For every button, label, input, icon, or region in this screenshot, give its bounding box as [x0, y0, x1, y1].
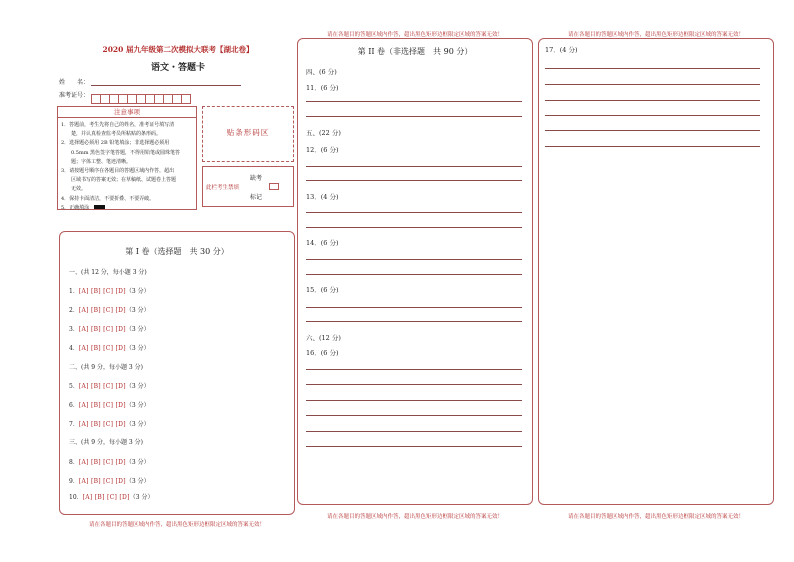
q-number: 1． [69, 288, 79, 295]
name-line[interactable] [91, 85, 241, 86]
notice-item: 无效。 [61, 186, 87, 193]
notice-item: 题；字体工整、笔迹清晰。 [61, 158, 132, 165]
answer-line[interactable] [306, 431, 522, 432]
mc-question-5[interactable] [69, 381, 150, 390]
warning-text: 请在各题目的答题区域内作答，超出黑色矩形边框限定区域的答案无效！ [88, 522, 265, 528]
subject-title: 语文・答题卡 [150, 63, 205, 73]
notice-title: 注意事项 [58, 107, 196, 118]
q-points: （3 分） [125, 459, 150, 466]
answer-line[interactable] [306, 307, 522, 308]
notice-list [58, 118, 196, 216]
q-points: （3 分） [125, 345, 150, 352]
answer-options[interactable]: [A] [B] [C] [D] [78, 478, 126, 485]
q-number: 8． [69, 459, 79, 466]
q-number: 6． [69, 402, 79, 409]
answer-line[interactable] [545, 115, 760, 116]
answer-options[interactable]: [A] [B] [C] [D] [78, 345, 126, 352]
absent-box [202, 166, 294, 207]
q-number: 2． [69, 307, 79, 314]
answer-options[interactable]: [A] [B] [C] [D] [78, 307, 126, 314]
answer-line[interactable] [306, 274, 522, 275]
answer-line[interactable] [306, 101, 522, 102]
absent-instruction: 此栏考生禁填 [206, 185, 240, 191]
question-17-label: 17．(4 分) [545, 46, 578, 54]
answer-line[interactable] [306, 400, 522, 401]
mc-question-6[interactable] [69, 400, 150, 409]
answer-line[interactable] [306, 166, 522, 167]
q-points: （3 分） [125, 307, 150, 314]
q-points: （3 分） [125, 402, 150, 409]
notice-item: 4．保持卡面清洁，不要折叠、不要弄破。 [61, 195, 155, 202]
answer-options[interactable]: [A] [B] [C] [D] [78, 383, 126, 390]
answer-line[interactable] [306, 259, 522, 260]
notice-box [57, 106, 197, 210]
answer-line[interactable] [306, 212, 522, 213]
q-number: 3． [69, 326, 79, 333]
part2-box [297, 38, 533, 505]
question-12-label: 12．(6 分) [306, 146, 339, 154]
part3-box [538, 38, 774, 505]
q-points: （3 分） [125, 383, 150, 390]
mc-question-10[interactable] [69, 492, 153, 501]
notice-item: 0.5mm 黑色签字笔答题，不得用铅笔或圆珠笔答 [61, 149, 181, 156]
q-points: （3 分） [129, 494, 154, 501]
part1-title: 第 I 卷（选择题 共 30 分） [125, 247, 229, 256]
q-number: 4． [69, 345, 79, 352]
mc-question-3[interactable] [69, 324, 150, 333]
barcode-label: 贴条形码区 [226, 128, 270, 137]
id-label: 准考证号： [59, 92, 90, 99]
section-6-header: 六、(12 分) [306, 334, 341, 342]
mc-question-8[interactable] [69, 457, 150, 466]
absent-checkbox[interactable] [269, 183, 279, 190]
mc-question-2[interactable] [69, 305, 150, 314]
q-points: （3 分） [125, 421, 150, 428]
answer-line[interactable] [545, 100, 760, 101]
question-14-label: 14．(6 分) [306, 239, 339, 247]
answer-options[interactable]: [A] [B] [C] [D] [78, 326, 126, 333]
exam-title: 2020 届九年级第二次模拟大联考【湖北卷】 [102, 45, 254, 54]
answer-line[interactable] [545, 68, 760, 69]
id-cells[interactable] [91, 88, 190, 107]
answer-options[interactable]: [A] [B] [C] [D] [78, 402, 126, 409]
mc-question-7[interactable] [69, 419, 150, 428]
q-points: （3 分） [125, 326, 150, 333]
warning-text: 请在各题目的答题区域内作答，超出黑色矩形边框限定区域的答案无效！ [567, 514, 744, 520]
absent-label-bottom: 标记 [250, 194, 263, 201]
q-number: 10． [69, 494, 83, 501]
section-4-header: 四、(6 分) [306, 68, 337, 76]
answer-options[interactable]: [A] [B] [C] [D] [78, 288, 126, 295]
id-cell[interactable] [181, 94, 191, 104]
notice-item-fill [61, 204, 193, 213]
warning-text: 请在各题目的答题区域内作答，超出黑色矩形边框限定区域的答案无效！ [567, 32, 744, 38]
warning-text: 请在各题目的答题区域内作答，超出黑色矩形边框限定区域的答案无效！ [326, 32, 503, 38]
mc-question-9[interactable] [69, 476, 150, 485]
name-label: 姓 名： [59, 79, 90, 86]
warning-text: 请在各题目的答题区域内作答，超出黑色矩形边框限定区域的答案无效！ [326, 514, 503, 520]
answer-line[interactable] [545, 146, 760, 147]
q-number: 7． [69, 421, 79, 428]
section-5-header: 五、(22 分) [306, 129, 341, 137]
notice-item: 5．正确填涂 [61, 204, 90, 211]
answer-line[interactable] [306, 227, 522, 228]
answer-line[interactable] [306, 116, 522, 117]
answer-options[interactable]: [A] [B] [C] [D] [82, 494, 130, 501]
barcode-area [202, 106, 294, 162]
notice-item: 楚，并认真检查监考员所粘贴的条形码。 [61, 131, 162, 138]
notice-item: 区域书写的答案无效；在草稿纸、试题卷上答题 [61, 177, 177, 184]
section-1-header: 一、(共 12 分，每小题 3 分) [69, 269, 147, 276]
notice-item: 3．请按题号顺序在各题目的答题区域内作答，超出 [61, 168, 175, 175]
question-13-label: 13．(4 分) [306, 193, 339, 201]
q-points: （3 分） [125, 478, 150, 485]
absent-label-top: 缺考 [250, 175, 263, 182]
mc-question-1[interactable] [69, 286, 150, 295]
part2-title: 第 II 卷（非选择题 共 90 分） [357, 47, 473, 56]
answer-line[interactable] [306, 369, 522, 370]
question-11-label: 11．(6 分) [306, 84, 339, 92]
question-16-label: 16．(6 分) [306, 349, 339, 357]
answer-line[interactable] [545, 84, 760, 85]
answer-line[interactable] [306, 446, 522, 447]
section-2-header: 二、(共 9 分，每小题 3 分) [69, 364, 143, 371]
answer-options[interactable]: [A] [B] [C] [D] [78, 459, 126, 466]
section-3-header: 三、(共 9 分，每小题 3 分) [69, 439, 143, 446]
answer-line[interactable] [306, 384, 522, 385]
q-points: （3 分） [125, 288, 150, 295]
q-number: 5． [69, 383, 79, 390]
notice-item: 1．答题前，考生先将自己的姓名，准考证号填写清 [61, 122, 175, 128]
answer-options[interactable]: [A] [B] [C] [D] [78, 421, 126, 428]
answer-line[interactable] [545, 130, 760, 131]
fill-sample-mark [94, 205, 105, 209]
notice-item: 2．选择题必须用 2B 铅笔填涂；非选择题必须用 [61, 140, 170, 147]
answer-line[interactable] [306, 321, 522, 322]
mc-question-4[interactable] [69, 343, 150, 352]
answer-line[interactable] [306, 415, 522, 416]
q-number: 9． [69, 478, 79, 485]
answer-line[interactable] [306, 180, 522, 181]
question-15-label: 15．(6 分) [306, 286, 339, 294]
